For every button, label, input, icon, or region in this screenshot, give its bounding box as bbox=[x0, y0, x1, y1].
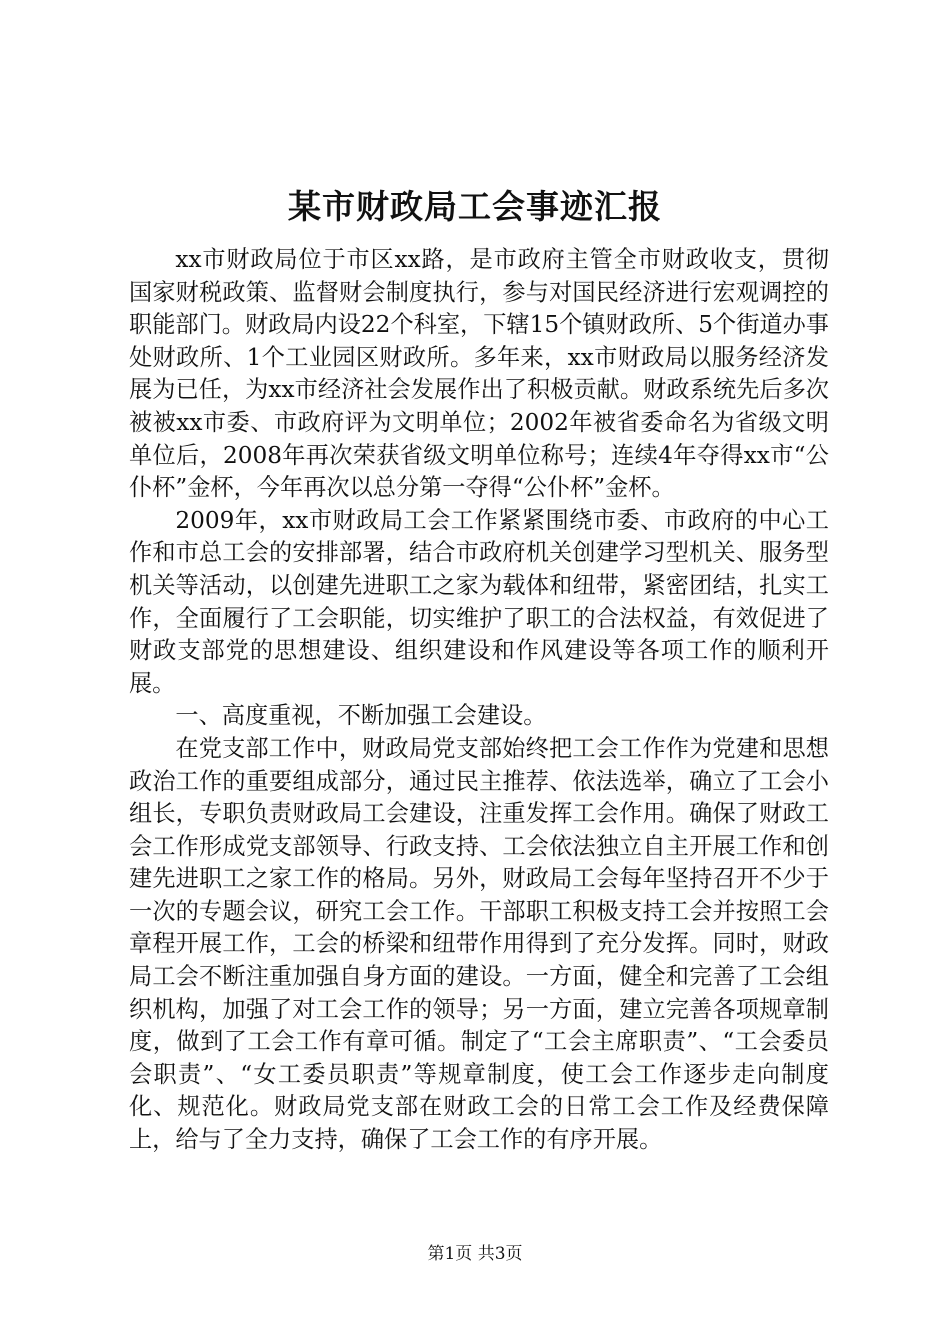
section-heading-1: 一、高度重视，不断加强工会建设。 bbox=[175, 702, 547, 730]
paragraph-intro: xx市财政局位于市区xx路，是市政府主管全市财政收支，贯彻国家财税政策、监督财会制度执行，参与对国民经济进行宏观调控的职能部门。财政局内设22个科室，下辖15个镇财政所、5个街道办事处财政所、1个工业园区财政所。多年来，xx市财政局以服务经济发展为已任，为xx市经济社会发展作出了积极贡献。财政系统先后多次被被xx市委、市政府评为文明单位；2002年被省委命名为省级文明单位后，2008年再次荣获省级文明单位称号；连续4年夺得xx市“公仆杯”金杯，今年再次以总分第一夺得“公仆杯”金杯。 bbox=[129, 246, 829, 502]
paragraph-2009-overview: 2009年，xx市财政局工会工作紧紧围绕市委、市政府的中心工作和市总工会的安排部署，结合市政府机关创建学习型机关、服务型机关等活动，以创建先进职工之家为载体和纽带，紧密团结，扎实工作，全面履行了工会职能，切实维护了职工的合法权益，有效促进了财政支部党的思想建设、组织建设和作风建设等各项工作的顺利开展。 bbox=[129, 506, 829, 697]
page-footer: 第1页 共3页 bbox=[427, 1244, 523, 1264]
document-title: 某市财政局工会事迹汇报 bbox=[288, 187, 662, 226]
document-body bbox=[129, 244, 829, 1157]
paragraph-section-1: 在党支部工作中，财政局党支部始终把工会工作作为党建和思想政治工作的重要组成部分，通过民主推荐、依法选举，确立了工会小组长，专职负责财政局工会建设，注重发挥工会作用。确保了财政工会工作形成党支部领导、行政支持、工会依法独立自主开展工作和创建先进职工之家工作的格局。另外，财政局工会每年坚持召开不少于一次的专题会议，研究工会工作。干部职工积极支持工会并按照工会章程开展工作，工会的桥梁和纽带作用得到了充分发挥。同时，财政局工会不断注重加强自身方面的建设。一方面，健全和完善了工会组织机构，加强了对工会工作的领导；另一方面，建立完善各项规章制度，做到了工会工作有章可循。制定了“工会主席职责”、“工会委员会职责”、“女工委员职责”等规章制度，使工会工作逐步走向制度化、规范化。财政局党支部在财政工会的日常工会工作及经费保障上，给与了全力支持，确保了工会工作的有序开展。 bbox=[129, 734, 829, 1154]
